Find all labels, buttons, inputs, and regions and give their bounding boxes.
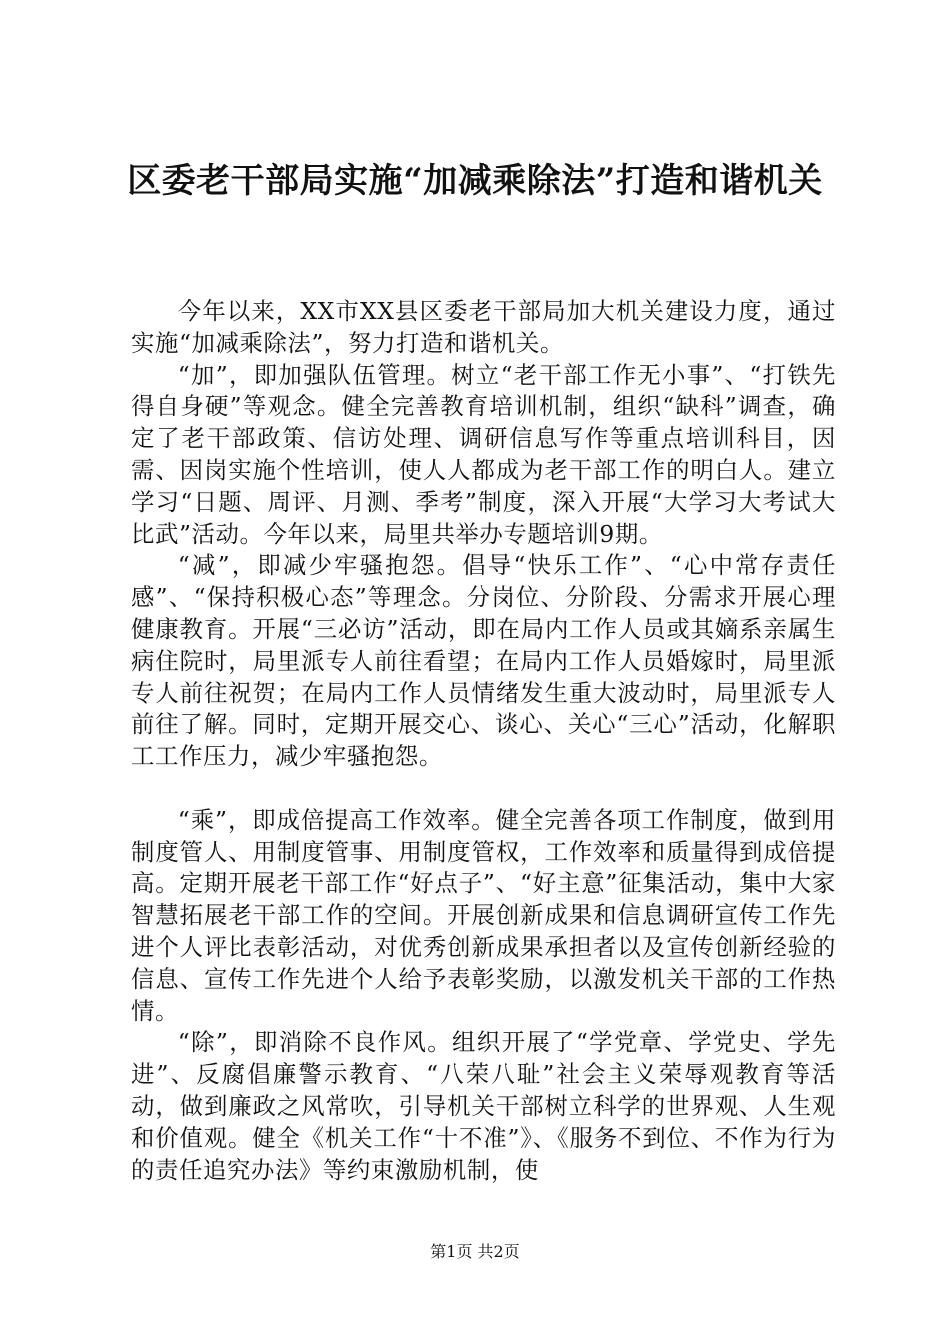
paragraph-add: “加”，即加强队伍管理。树立“老干部工作无小事”、“打铁先得自身硬”等观念。健全完善教育培训机制，组织“缺科”调查，确定了老干部政策、信访处理、调研信息写作等重点培训科目，因需、因岗实施个性培训，使人人都成为老干部工作的明白人。建立学习“日题、周评、月测、季考”制度，深入开展“大学习大考试大比武”活动。今年以来，局里共举办专题培训9期。: [131, 360, 836, 548]
paragraph-multiply: “乘”，即成倍提高工作效率。健全完善各项工作制度，做到用制度管人、用制度管事、用制度管权，工作效率和质量得到成倍提高。定期开展老干部工作“好点子”、“好主意”征集活动，集中大家智慧拓展老干部工作的空间。开展创新成果和信息调研宣传工作先进个人评比表彰活动，对优秀创新成果承担者以及宣传创新经验的信息、宣传工作先进个人给予表彰奖励，以激发机关干部的工作热情。: [131, 805, 836, 1025]
document-body: [131, 296, 836, 1186]
paragraph-subtract: “减”，即减少牢骚抱怨。倡导“快乐工作”、“心中常存责任感”、“保持积极心态”等理念。分岗位、分阶段、分需求开展心理健康教育。开展“三必访”活动，即在局内工作人员或其嫡系亲属生病住院时，局里派专人前往看望；在局内工作人员婚嫁时，局里派专人前往祝贺；在局内工作人员情绪发生重大波动时，局里派专人前往了解。同时，定期开展交心、谈心、关心“三心”活动，化解职工工作压力，减少牢骚抱怨。: [131, 551, 836, 771]
paragraph-intro: 今年以来，XX市XX县区委老干部局加大机关建设力度，通过实施“加减乘除法”，努力打造和谐机关。: [131, 297, 836, 357]
page-number-footer: 第1页 共2页: [430, 1242, 520, 1261]
document-title: 区委老干部局实施“加减乘除法”打造和谐机关: [127, 161, 823, 201]
paragraph-divide: “除”，即消除不良作风。组织开展了“学党章、学党史、学先进”、反腐倡廉警示教育、“八荣八耻”社会主义荣辱观教育等活动，做到廉政之风常吹，引导机关干部树立科学的世界观、人生观和价值观。健全《机关工作“十不准”》、《服务不到位、不作为行为的责任追究办法》等约束激励机制，使: [131, 1028, 836, 1184]
